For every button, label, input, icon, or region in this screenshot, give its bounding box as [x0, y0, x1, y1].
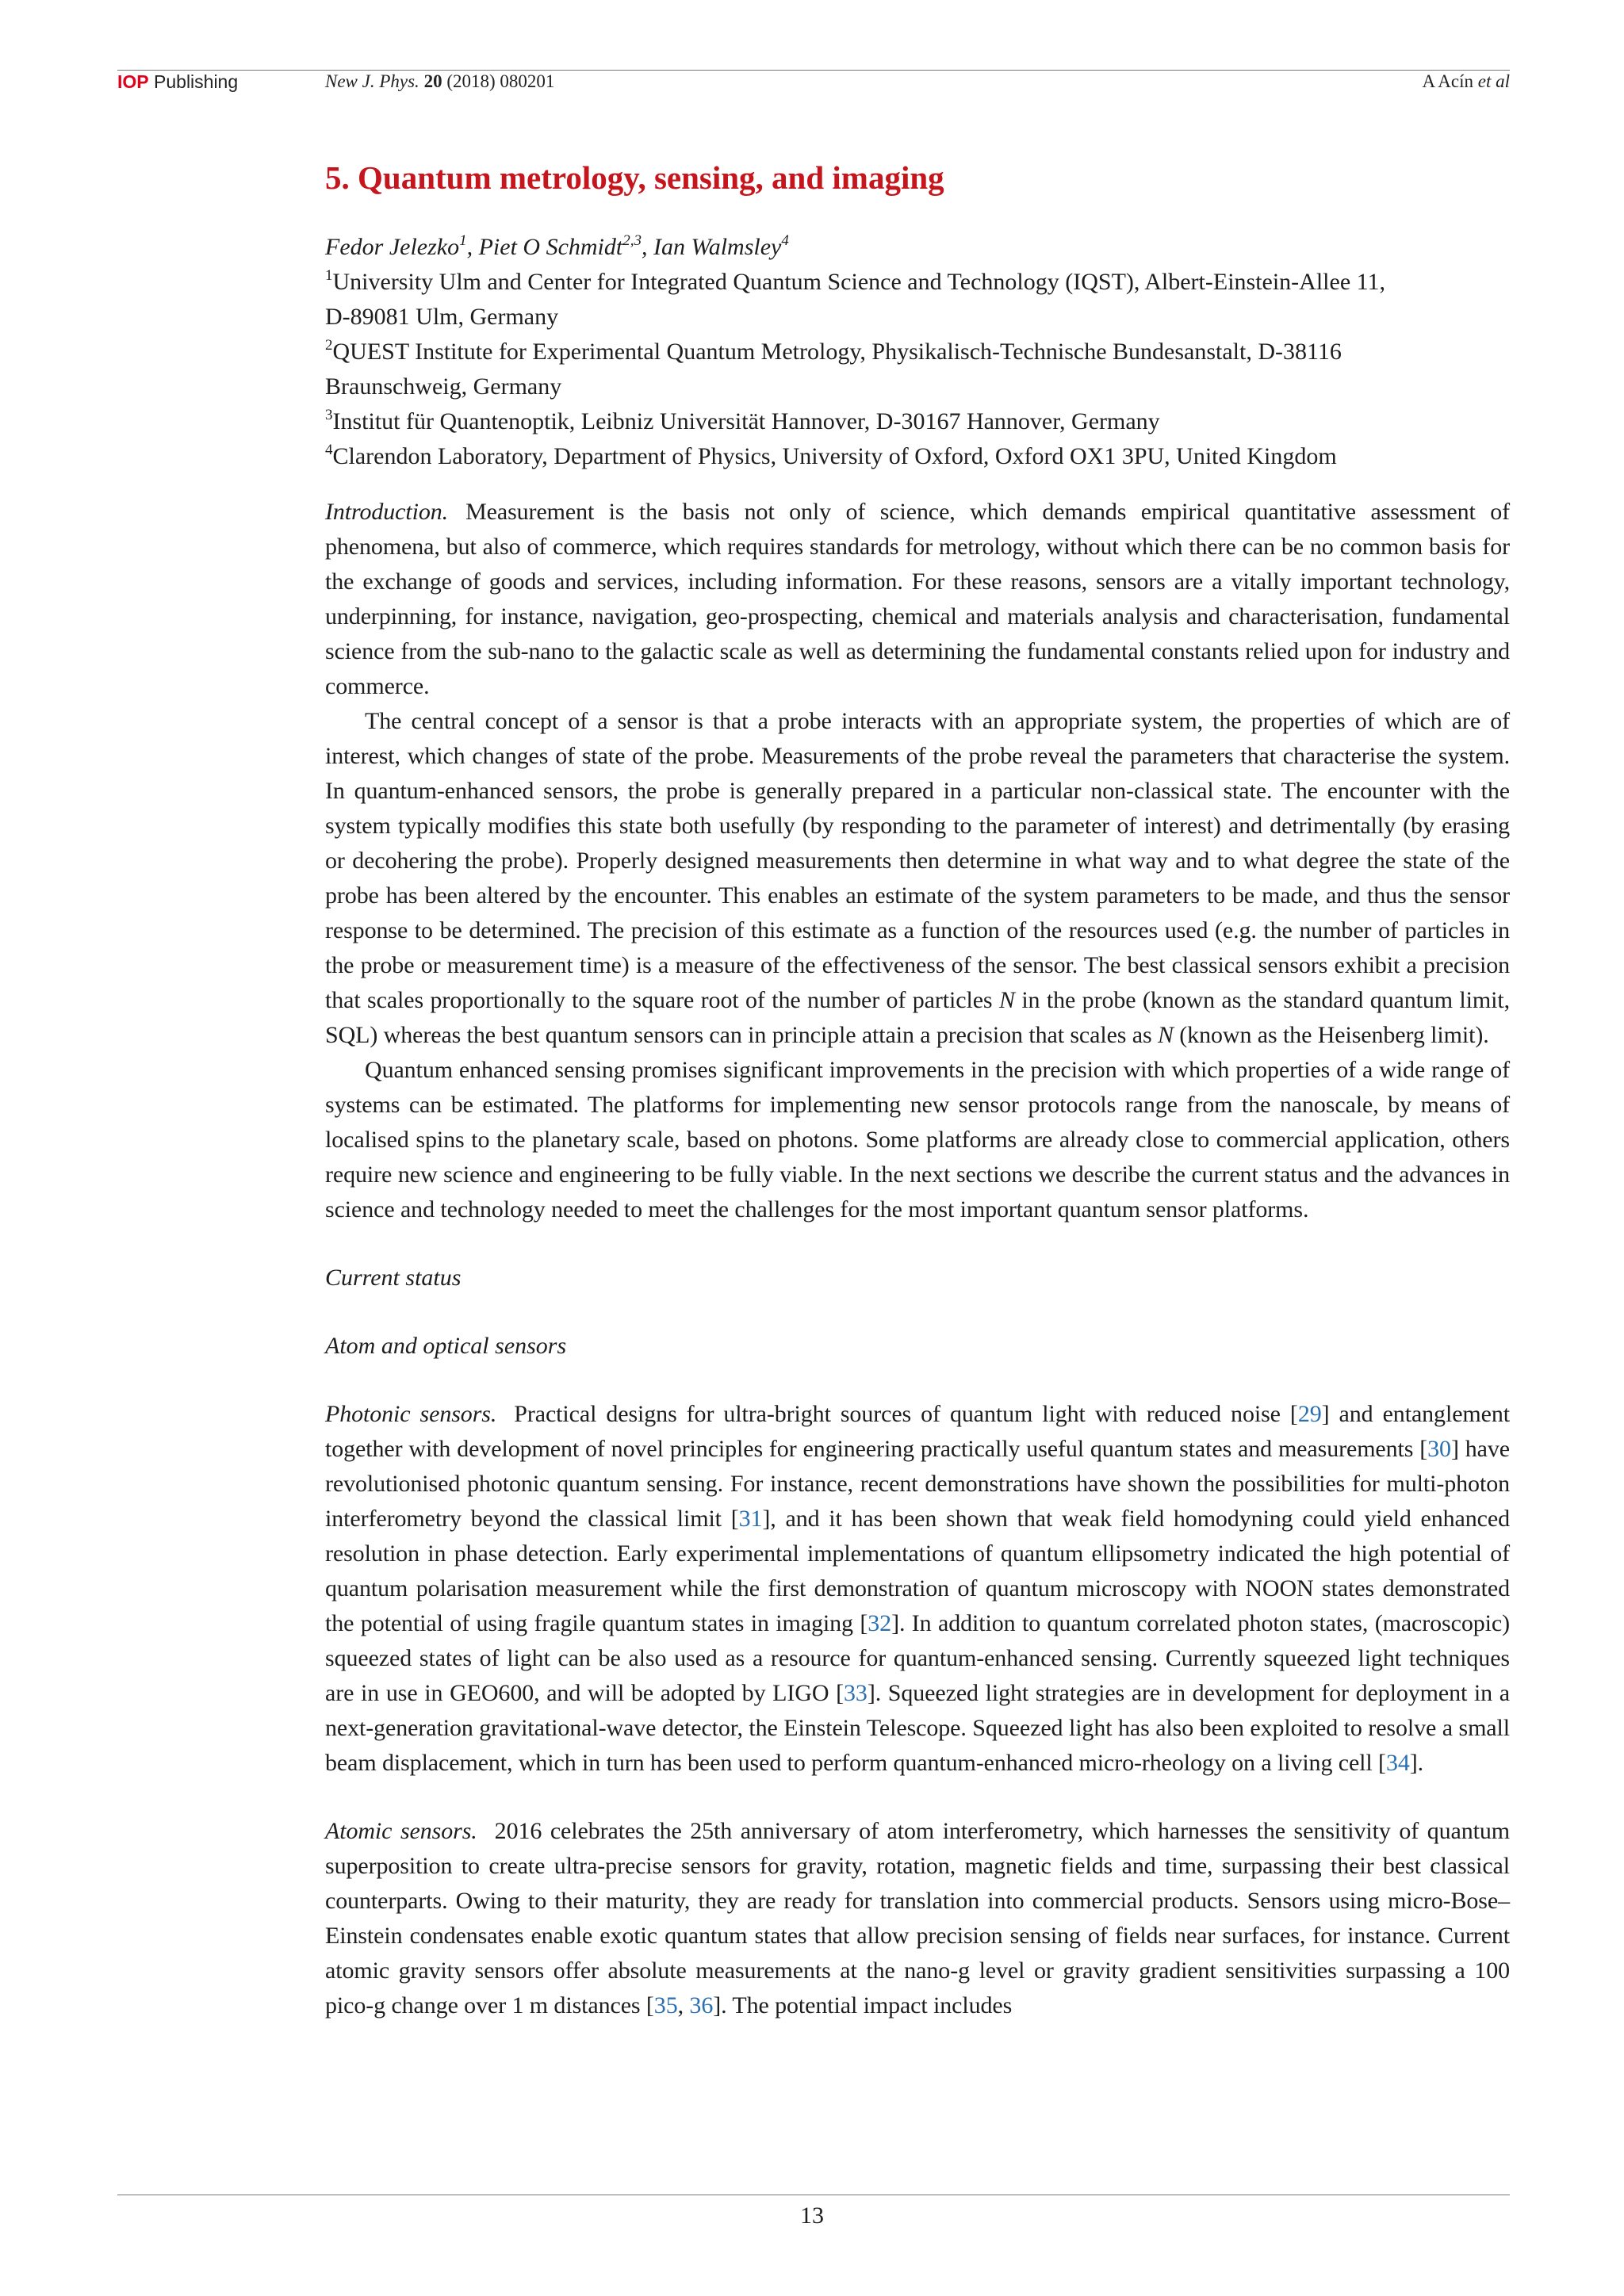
symbol-n: N	[998, 987, 1015, 1013]
photonic-text: ].	[1409, 1750, 1424, 1776]
affiliation-text: University Ulm and Center for Integrated Quantum Science and Technology (IQST), Albert-Einstein-Allee 11,	[332, 269, 1386, 295]
citation-separator: ,	[677, 1992, 690, 2019]
page-number: 13	[800, 2202, 824, 2229]
symbol-n: N	[1157, 1022, 1174, 1048]
running-author	[1422, 71, 1510, 92]
intro-text-2b: in the probe (known as the standard quantum limit, SQL) whereas the best quantum sensors can in principle attain a precision that scales as	[325, 987, 1511, 1048]
author-separator: ,	[641, 234, 653, 260]
publisher-brand: IOP	[117, 71, 149, 92]
page-content	[325, 155, 1510, 2023]
intro-text-2a: The central concept of a sensor is that a probe interacts with an appropriate system, the properties of which are of interest, which changes of state of the probe. Measurements of the probe reveal the parameters that characterise the system. In quantum-enhanced sensors, the probe is generally prepared in a particular non-classical state. The encounter with the system typically modifies this state both usefully (by responding to the parameter of interest) and detrimentally (by erasing or decohering the probe). Properly designed measurements then determine in what way and to what degree the state of the probe has been altered by the encounter. This enables an estimate of the system parameters to be made, and thus the sensor response to be determined. The precision of this estimate as a function of the resources used (e.g. the number of particles in the probe or measurement time) is a measure of the effectiveness of the sensor. The best classical sensors exhibit a precision that scales proportionally to the square root of the number of particles	[325, 708, 1510, 1013]
affiliation-mark: 1	[325, 267, 333, 284]
journal-volume: 20	[423, 71, 442, 91]
affiliation-item	[325, 439, 1510, 474]
citation-link[interactable]: 36	[689, 1992, 714, 2019]
running-author-etal: et al	[1477, 71, 1510, 91]
intro-paragraph-2	[325, 704, 1510, 1053]
affiliation-item	[325, 335, 1510, 369]
photonic-text: ] and entanglement together with development of novel principles for engineering practically useful quantum states and measurements [	[325, 1401, 1510, 1462]
affiliation-text: Institut für Quantenoptik, Leibniz Universität Hannover, D-30167 Hannover, Germany	[332, 408, 1160, 434]
citation-link[interactable]: 29	[1297, 1401, 1322, 1427]
citation-link[interactable]: 32	[868, 1610, 892, 1636]
subheading-current-status: Current status	[325, 1265, 462, 1291]
citation-link[interactable]: 33	[844, 1680, 868, 1706]
subheading-atom-optical: Atom and optical sensors	[325, 1333, 567, 1359]
affiliation-list	[325, 265, 1510, 474]
photonic-text: ]. In addition to quantum correlated photon states, (macroscopic) squeezed states of light can be also used as a resource for quantum-enhanced sensing. Currently squeezed light techniques are in use in GEO600, and will be adopted by LIGO [	[325, 1610, 1510, 1706]
affiliation-text: Clarendon Laboratory, Department of Physics, University of Oxford, Oxford OX1 3PU, United Kingdom	[332, 443, 1337, 469]
intro-label: Introduction.	[325, 499, 449, 525]
citation-link[interactable]: 30	[1427, 1436, 1451, 1462]
intro-text-1: Measurement is the basis not only of science, which demands empirical quantitative assessment of phenomena, but also of commerce, which requires standards for metrology, without which there can be no common basis for the exchange of goods and services, including information. For these reasons, sensors are a vitally important technology, underpinning, for instance, navigation, geo-prospecting, chemical and materials analysis and characterisation, fundamental science from the sub-nano to the galactic scale as well as determining the fundamental constants relied upon for industry and commerce.	[325, 499, 1510, 699]
intro-text-2c: (known as the Heisenberg limit).	[1179, 1022, 1489, 1048]
photonic-label: Photonic sensors.	[325, 1401, 497, 1427]
citation-link[interactable]: 31	[738, 1506, 763, 1532]
header-rule	[117, 70, 1510, 71]
affiliation-item	[325, 265, 1510, 300]
affiliation-text: Braunschweig, Germany	[325, 373, 562, 400]
photonic-text: ], and it has been shown that weak field homodyning could yield enhanced resolution in phase detection. Early experimental implementations of quantum ellipsometry indicated the high potential of quantum polarisation measurement while the first demonstration of quantum microscopy with NOON states demonstrated the potential of using fragile quantum states in imaging [	[325, 1506, 1511, 1636]
publisher-word: Publishing	[154, 71, 239, 92]
running-header	[117, 71, 1510, 97]
affiliation-mark: 4	[325, 442, 333, 458]
journal-year-article: (2018) 080201	[446, 71, 555, 91]
citation-link[interactable]: 34	[1385, 1750, 1410, 1776]
affiliation-text: D-89081 Ulm, Germany	[325, 304, 559, 330]
journal-name: New J. Phys.	[325, 71, 419, 91]
affiliation-item	[325, 404, 1510, 439]
atomic-text: 2016 celebrates the 25th anniversary of atom interferometry, which harnesses the sensitivity of quantum superposition to create ultra-precise sensors for gravity, rotation, magnetic fields and time, surpassing their best classical counterparts. Owing to their maturity, they are ready for translation into commercial products. Sensors using micro-Bose–Einstein condensates enable exotic quantum states that allow precision sensing of fields near surfaces, for instance. Current atomic gravity sensors offer absolute measurements at the nano-g level or gravity gradient sensitivities surpassing a 100 pico-g change over 1 m distances [	[325, 1818, 1510, 2019]
citation-link[interactable]: 35	[653, 1992, 678, 2019]
atomic-label: Atomic sensors.	[325, 1818, 477, 1844]
author-name: Piet O Schmidt	[478, 234, 623, 260]
affiliation-mark: 2	[325, 337, 333, 354]
section-title: 5. Quantum metrology, sensing, and imaging	[325, 159, 944, 196]
author-list	[325, 230, 1510, 265]
author-affiliation-mark: 2,3	[622, 232, 642, 249]
photonic-paragraph	[325, 1397, 1510, 1781]
intro-paragraph-3: Quantum enhanced sensing promises significant improvements in the precision with which properties of a wide range of systems can be estimated. The platforms for implementing new sensor protocols range from the nanoscale, by means of localised spins to the planetary scale, based on photons. Some platforms are already close to commercial application, others require new science and engineering to be fully viable. In the next sections we describe the current status and the advances in science and technology needed to meet the challenges for the most important quantum sensor platforms.	[325, 1057, 1510, 1223]
author-separator: ,	[466, 234, 479, 260]
publisher-logo	[117, 71, 238, 93]
atomic-paragraph	[325, 1814, 1510, 2023]
running-author-name: A Acín	[1422, 71, 1473, 91]
journal-citation	[325, 71, 554, 92]
photonic-text: ] have revolutionised photonic quantum sensing. For instance, recent demonstrations have shown the possibilities for multi-photon interferometry beyond the classical limit [	[325, 1436, 1510, 1532]
author-affiliation-mark: 4	[781, 232, 789, 249]
affiliation-text: QUEST Institute for Experimental Quantum Metrology, Physikalisch-Technische Bundesanstalt, D-38116	[332, 339, 1342, 365]
atomic-text: ]. The potential impact includes	[713, 1992, 1013, 2019]
author-name: Fedor Jelezko	[325, 234, 460, 260]
intro-paragraph-1	[325, 495, 1510, 704]
author-name: Ian Walmsley	[653, 234, 782, 260]
photonic-text: Practical designs for ultra-bright sources of quantum light with reduced noise [	[514, 1401, 1298, 1427]
author-affiliation-mark: 1	[459, 232, 467, 249]
photonic-text: ]. Squeezed light strategies are in development for deployment in a next-generation gravitational-wave detector, the Einstein Telescope. Squeezed light has also been exploited to resolve a small beam displacement, which in turn has been used to perform quantum-enhanced micro-rheology on a living cell [	[325, 1680, 1510, 1776]
affiliation-mark: 3	[325, 407, 333, 423]
